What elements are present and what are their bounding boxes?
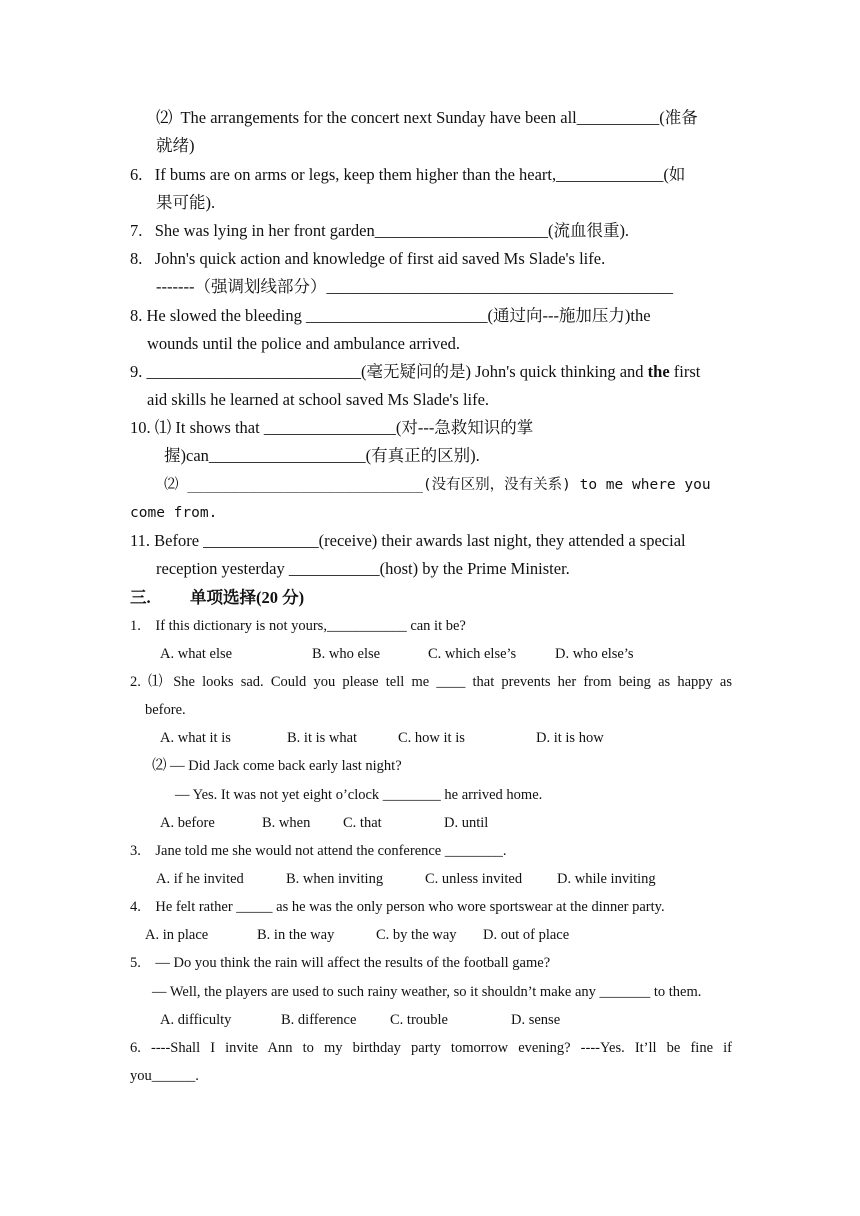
mc-4-option-a: A. in place xyxy=(145,927,209,943)
question-8-line-2: -------（强调划线部分）__________________________________________ xyxy=(156,277,673,296)
question-10-line-3: ⑵ ___________________________(没有区别，没有关系) to me where you xyxy=(164,477,711,493)
mc-2-option-a: A. what it is xyxy=(160,730,231,746)
mc-4-option-b: B. in the way xyxy=(257,927,335,943)
mc-5-option-d: D. sense xyxy=(511,1012,561,1028)
mc-1-option-a: A. what else xyxy=(160,646,233,662)
mc-1-option-d: D. who else’s xyxy=(555,646,634,662)
question-11-line-1: 11. Before ______________(receive) their awards last night, they attended a special xyxy=(130,531,686,550)
mc-question-2: 2. ⑴ She looks sad. Could you please tell me ____ that prevents her from being as happy as xyxy=(130,674,732,690)
mc-2-option-d: D. it is how xyxy=(536,730,604,746)
question-9-line-1 xyxy=(130,364,700,381)
section-title: 单项选择(20 分) xyxy=(190,588,305,607)
mc-4-option-c: C. by the way xyxy=(376,927,457,943)
question-7: 7. She was lying in her front garden_____________________(流血很重). xyxy=(130,221,630,240)
question-8b-line-1: 8. He slowed the bleeding ______________________(通过向---施加压力)the xyxy=(130,306,651,325)
mc-question-1: 1. If this dictionary is not yours,___________ can it be? xyxy=(130,618,466,634)
mc-3-option-b: B. when inviting xyxy=(286,871,384,887)
mc-2-2-option-d: D. until xyxy=(444,815,489,831)
question-10-line-1: 10. ⑴ It shows that ________________(对---急救知识的掌 xyxy=(130,418,534,437)
question-9-line-2: aid skills he learned at school saved Ms Slade's life. xyxy=(147,390,490,409)
question-6-line-1: 6. If bums are on arms or legs, keep them higher than the heart,_____________(如 xyxy=(130,165,686,184)
question-10-line-2: 握)can___________________(有真正的区别). xyxy=(164,446,480,465)
mc-question-2-2-line-2: — Yes. It was not yet eight o’clock ________ he arrived home. xyxy=(175,787,543,803)
question-8-line-1: 8. John's quick action and knowledge of first aid saved Ms Slade's life. xyxy=(130,249,606,268)
mc-question-2-cont: before. xyxy=(145,702,186,718)
question-8b-line-2: wounds until the police and ambulance arrived. xyxy=(147,334,460,353)
question-9-text-end: first xyxy=(669,362,701,381)
mc-question-3: 3. Jane told me she would not attend the conference ________. xyxy=(130,843,507,859)
mc-question-4: 4. He felt rather _____ as he was the only person who wore sportswear at the dinner party. xyxy=(130,899,665,915)
question-6-line-2: 果可能). xyxy=(156,193,216,212)
mc-5-option-c: C. trouble xyxy=(390,1012,448,1028)
mc-question-6-cont: you______. xyxy=(130,1068,199,1084)
mc-4-option-d: D. out of place xyxy=(483,927,570,943)
mc-3-option-c: C. unless invited xyxy=(425,871,523,887)
mc-5-option-a: A. difficulty xyxy=(160,1012,232,1028)
mc-1-option-b: B. who else xyxy=(312,646,381,662)
mc-question-2-2-line-1: ⑵ — Did Jack come back early last night? xyxy=(152,758,402,774)
question-10-line-4: come from. xyxy=(130,505,218,521)
mc-3-option-d: D. while inviting xyxy=(557,871,656,887)
section-number: 三. xyxy=(130,588,151,607)
mc-question-5: 5. — Do you think the rain will affect the results of the football game? xyxy=(130,955,551,971)
mc-1-option-c: C. which else’s xyxy=(428,646,517,662)
mc-3-option-a: A. if he invited xyxy=(156,871,244,887)
question-9-text: 9. __________________________(毫无疑问的是) John's quick thinking and xyxy=(130,362,648,381)
question-5-2-line-1: ⑵ The arrangements for the concert next Sunday have been all__________(准备 xyxy=(156,108,698,127)
question-11-line-2: reception yesterday ___________(host) by the Prime Minister. xyxy=(156,559,570,578)
mc-2-2-option-c: C. that xyxy=(343,815,382,831)
mc-2-2-option-a: A. before xyxy=(160,815,215,831)
mc-question-6: 6. ----Shall I invite Ann to my birthday party tomorrow evening? ----Yes. It’ll be fine if xyxy=(130,1040,732,1056)
mc-question-5-cont: — Well, the players are used to such rainy weather, so it shouldn’t make any _______ to them. xyxy=(152,984,702,1000)
mc-2-option-c: C. how it is xyxy=(398,730,465,746)
mc-2-option-b: B. it is what xyxy=(287,730,358,746)
mc-5-option-b: B. difference xyxy=(281,1012,357,1028)
question-9-bold-word: the xyxy=(647,362,670,381)
question-5-2-line-2: 就绪) xyxy=(156,136,195,155)
mc-2-2-option-b: B. when xyxy=(262,815,311,831)
